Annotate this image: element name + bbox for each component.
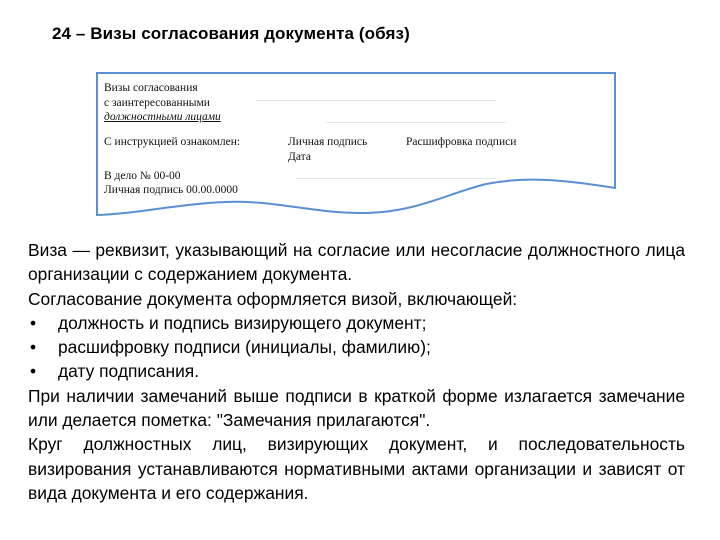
doc-instruction-label: С инструкцией ознакомлен: — [104, 136, 241, 148]
doc-sign-date-label: Личная подпись 00.00.0000 — [104, 184, 238, 196]
list-item-text: дату подписания. — [58, 361, 200, 382]
bullet-icon: • — [30, 337, 37, 358]
remarks-paragraph: При наличии замечаний выше подписи в краткой форме излагается замечание или делается пометка: "Замечания прилагаются". — [28, 385, 685, 431]
body-text — [28, 238, 685, 505]
visa-definition-paragraph: Виза — реквизит, указывающий на согласие или несогласие должностного лица организации с содержанием документа. — [28, 240, 685, 285]
doc-file-label: В дело № 00-00 — [104, 170, 181, 182]
list-item — [28, 359, 685, 383]
doc-faint-line — [326, 122, 506, 123]
list-item — [28, 335, 685, 359]
doc-faint-line — [256, 100, 496, 101]
approval-paragraph: Согласование документа оформляется визой, включающей: — [28, 288, 518, 309]
doc-visa-officials: должностными лицами — [104, 111, 221, 123]
slide-title: 24 – Визы согласования документа (обяз) — [52, 24, 410, 43]
doc-signature-decode-label: Расшифровка подписи — [406, 136, 517, 148]
list-item-text: должность и подпись визирующего документ; — [58, 312, 427, 333]
doc-visa-heading: Визы согласования — [104, 82, 198, 94]
officials-order-paragraph: Круг должностных лиц, визирующих документ, и последовательность визирования устанавливаются нормативными актами организации и зависят от вида документа и его содержания. — [28, 434, 685, 503]
list-item-text: расшифровку подписи (инициалы, фамилию); — [58, 337, 431, 358]
document-sample-image — [96, 72, 616, 218]
bullet-icon: • — [30, 312, 37, 333]
doc-date-label: Дата — [288, 151, 311, 163]
bullet-icon: • — [30, 361, 37, 382]
doc-visa-subheading: с заинтересованными — [104, 97, 210, 109]
list-item — [28, 311, 685, 335]
doc-signature-label: Личная подпись — [288, 136, 368, 148]
doc-faint-line — [296, 178, 496, 179]
